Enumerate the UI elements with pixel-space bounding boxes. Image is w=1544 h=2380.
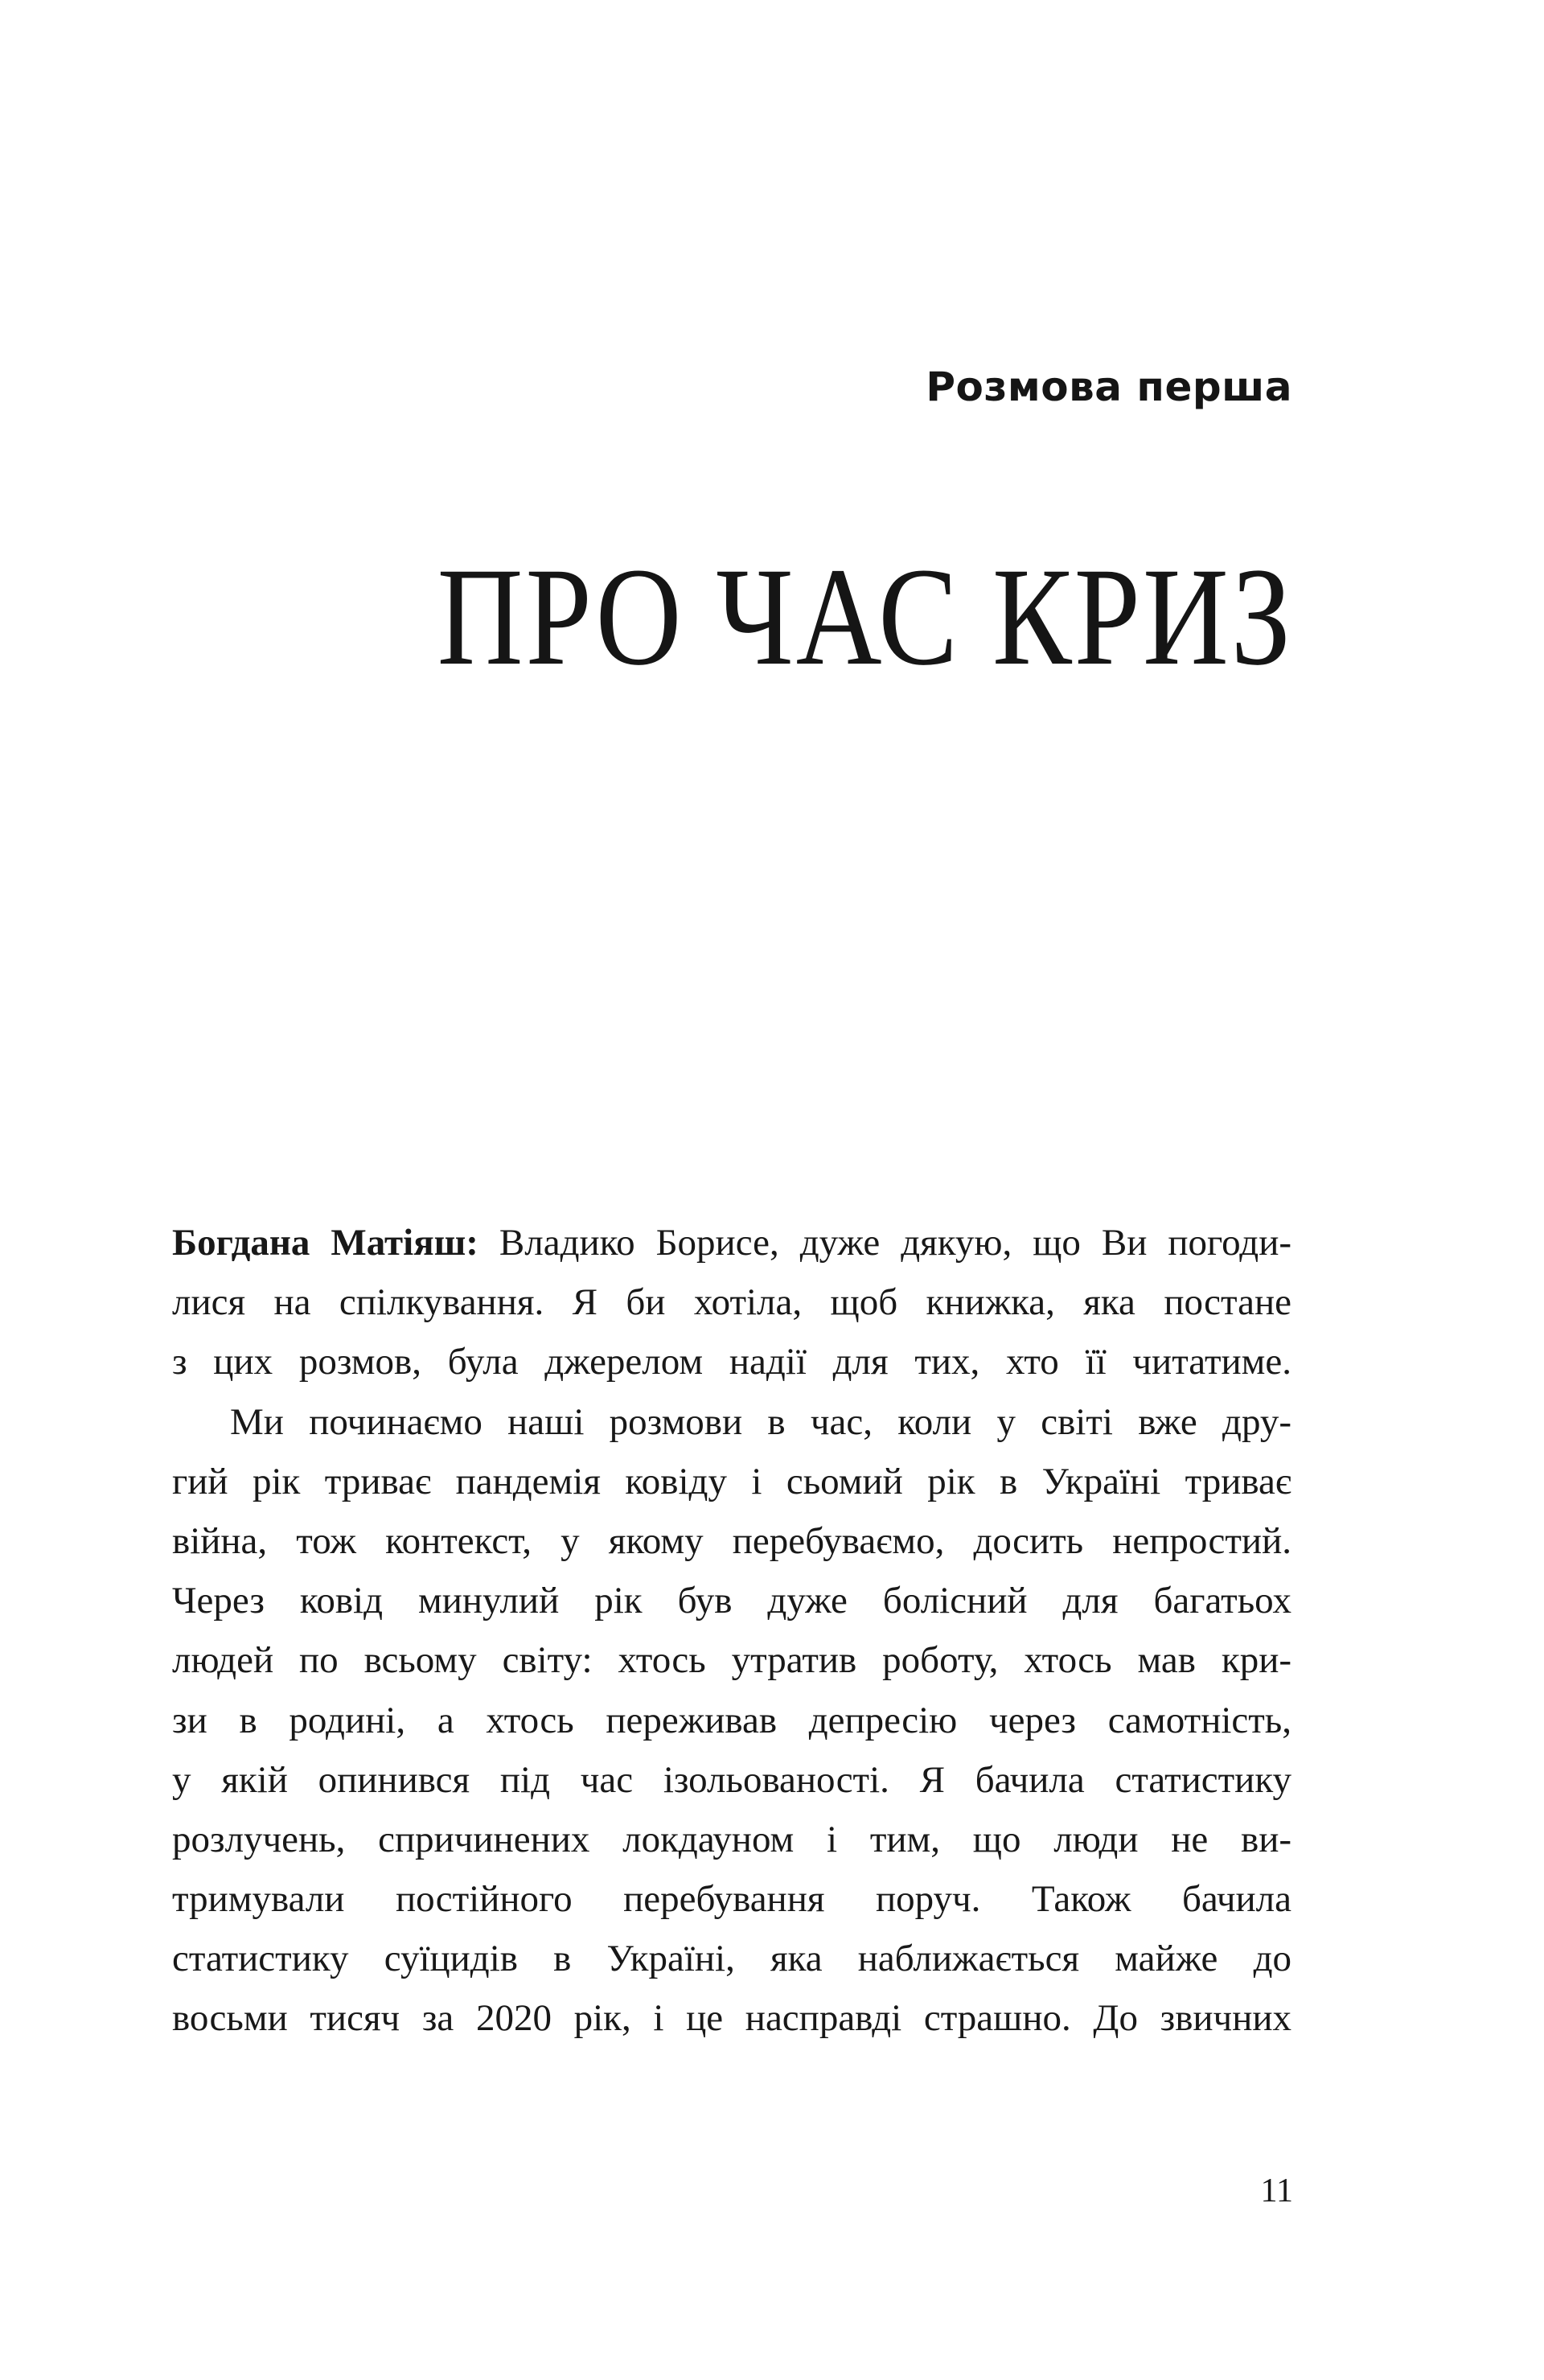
paragraph-2-line-9: тримували постійного перебування поруч. Також бачила	[172, 1878, 1291, 1921]
paragraph-2-line-7: у якій опинився під час ізольованості. Я бачила статистику	[172, 1758, 1291, 1801]
paragraph-2-line-2: гий рік триває пандемія ковіду і сьомий рік в Україні триває	[172, 1460, 1291, 1502]
paragraph-1-line-1-text: Владико Борисе, дуже дякую, що Ви погоди-	[478, 1222, 1291, 1264]
chapter-title: ПРО ЧАС КРИЗ	[437, 539, 1293, 696]
paragraph-2-line-1: Ми починаємо наші розмови в час, коли у світі вже дру-	[230, 1400, 1291, 1443]
paragraph-2-line-5: людей по всьому світу: хтось утратив роботу, хтось мав кри-	[172, 1639, 1291, 1682]
body-text	[172, 1213, 1291, 2049]
paragraph-2-line-3: війна, тож контекст, у якому перебуваємо, досить непростий.	[172, 1519, 1291, 1562]
paragraph-1-line-2: лися на спілкування. Я би хотіла, щоб книжка, яка постане	[172, 1281, 1291, 1324]
paragraph-2-line-4: Через ковід минулий рік був дуже болісний для багатьох	[172, 1580, 1291, 1622]
paragraph-1-line-3: з цих розмов, була джерелом надії для тих, хто її читатиме.	[172, 1341, 1291, 1383]
paragraph-1-line-1	[172, 1213, 1291, 1272]
paragraph-2-line-11: восьми тисяч за 2020 рік, і це насправді страшно. До звичних	[172, 1997, 1291, 2040]
paragraph-2-line-8: розлучень, спричинених локдауном і тим, що люди не ви-	[172, 1818, 1291, 1860]
speaker-name: Богдана Матіяш:	[172, 1222, 478, 1264]
chapter-label: Розмова перша	[926, 364, 1292, 410]
paragraph-2-line-6: зи в родині, а хтось переживав депресію через самотність,	[172, 1699, 1291, 1741]
page-number: 11	[1260, 2172, 1293, 2209]
paragraph-2-line-10: статистику суїцидів в Україні, яка наближається майже до	[172, 1938, 1291, 1980]
